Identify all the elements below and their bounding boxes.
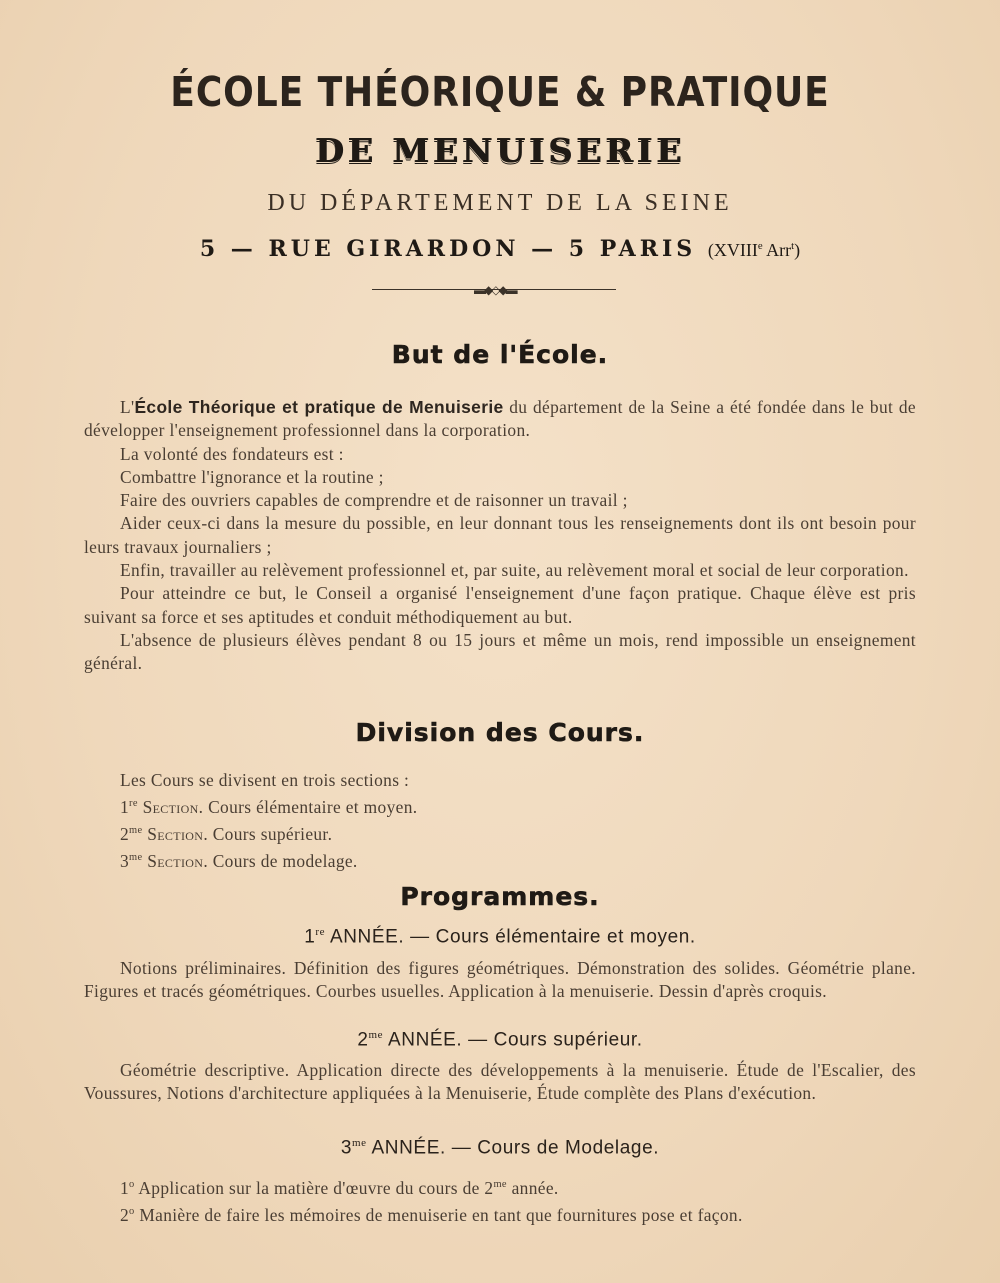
division-section-2 bbox=[84, 819, 916, 846]
year-1-text: Notions préliminaires. Définition des figures géométriques. Démonstration des solides. Géométrie plane. Figures et tracés géométriques. Courbes usuelles. Application à la menuiserie. Dessin d'après croquis. bbox=[84, 958, 916, 1002]
division-intro: Les Cours se divisent en trois sections : bbox=[120, 770, 410, 790]
section-num: 2 bbox=[120, 824, 130, 845]
but-p6: Enfin, travailler au relèvement professionnel et, par suite, au relèvement moral et social de leur corporation. bbox=[120, 560, 909, 581]
year-3-heading bbox=[0, 1137, 1000, 1159]
arrondissement-mid: Arr bbox=[762, 240, 792, 260]
section-label: Section. bbox=[142, 797, 204, 818]
section-title-division: Division des Cours. bbox=[355, 718, 645, 747]
but-intro-pre: L' bbox=[120, 397, 135, 417]
year-num: 2 bbox=[357, 1029, 369, 1051]
arrondissement-end: ) bbox=[794, 240, 801, 260]
year-num: 1 bbox=[304, 926, 316, 948]
section-text: Cours élémentaire et moyen. bbox=[208, 797, 418, 818]
section-text: Cours supérieur. bbox=[212, 824, 333, 845]
year-sup: me bbox=[368, 1029, 384, 1041]
division-body bbox=[84, 769, 916, 874]
item-num: 1 bbox=[120, 1177, 130, 1198]
year-heading-text: ANNÉE. — Cours élémentaire et moyen. bbox=[329, 926, 696, 948]
school-title: ÉCOLE THÉORIQUE & PRATIQUE bbox=[170, 68, 830, 116]
but-intro bbox=[84, 396, 916, 443]
year-2-text: Géométrie descriptive. Application directe des développements à la menuiserie. Étude de l'Escalier, des Voussures, Notions d'architecture appliquées à la Menuiserie, Étude complète des Plans d'exécution. bbox=[84, 1060, 916, 1104]
section-num: 1 bbox=[120, 797, 130, 818]
item-text: Application sur la matière d'œuvre du cours de 2 bbox=[134, 1177, 494, 1198]
but-p3: Combattre l'ignorance et la routine ; bbox=[120, 466, 384, 487]
but-p2: La volonté des fondateurs est : bbox=[120, 443, 344, 464]
year-1-body bbox=[84, 957, 916, 1004]
arrondissement-sup2: t bbox=[791, 240, 795, 252]
year-2-heading bbox=[0, 1029, 1000, 1051]
but-p5: Aider ceux-ci dans la mesure du possible, en leur donnant tous les renseignements dont ils ont besoin pour leurs travaux journaliers ; bbox=[84, 513, 916, 557]
divider-ornament-icon: ▬◆◇◆▬ bbox=[474, 283, 516, 297]
section-title-programmes: Programmes. bbox=[400, 882, 600, 911]
year-3-item-1 bbox=[84, 1173, 916, 1200]
address-text: 5 — RUE GIRARDON — 5 PARIS bbox=[199, 236, 697, 262]
year-3-item-2 bbox=[84, 1200, 916, 1227]
year-1-heading bbox=[0, 926, 1000, 948]
year-num: 3 bbox=[340, 1137, 353, 1159]
but-p7: Pour atteindre ce but, le Conseil a organisé l'enseignement d'une façon pratique. Chaque élève est pris suivant sa force et ses aptitudes et conduit méthodiquement au but. bbox=[84, 583, 916, 627]
department-line: DU DÉPARTEMENT DE LA SEINE bbox=[267, 190, 733, 216]
year-sup: re bbox=[315, 926, 326, 938]
item-num: 2 bbox=[120, 1204, 130, 1225]
arrondissement bbox=[708, 240, 800, 260]
year-heading-text: ANNÉE. — Cours de Modelage. bbox=[371, 1137, 660, 1159]
school-subtitle: DE MENUISERIE bbox=[314, 131, 686, 170]
division-section-3 bbox=[84, 846, 916, 873]
year-3-body bbox=[84, 1173, 916, 1227]
but-intro-bold: École Théorique et pratique de Menuiserie bbox=[134, 397, 504, 417]
address-line bbox=[0, 236, 1000, 262]
section-sup: re bbox=[129, 798, 138, 810]
but-p8: L'absence de plusieurs élèves pendant 8 ou 15 jours et même un mois, rend impossible un enseignement général. bbox=[84, 629, 916, 674]
division-section-1 bbox=[84, 792, 916, 819]
arrondissement-sup1: e bbox=[757, 240, 763, 252]
item-sup: o bbox=[129, 1206, 135, 1218]
item-sup: o bbox=[129, 1179, 135, 1190]
section-num: 3 bbox=[120, 851, 130, 872]
year-heading-text: ANNÉE. — Cours supérieur. bbox=[387, 1029, 643, 1051]
section-sup: me bbox=[129, 852, 143, 864]
but-intro-post: du département de la Seine a été fondée dans le but de développer l'enseignement professionnel dans la corporation. bbox=[84, 397, 916, 441]
year-sup: me bbox=[352, 1137, 367, 1149]
item-sup2: me bbox=[493, 1179, 507, 1190]
arrondissement-main: (XVIII bbox=[707, 240, 758, 260]
year-2-body bbox=[84, 1059, 916, 1106]
section-title-but: But de l'École. bbox=[391, 340, 609, 369]
item-text-end: année. bbox=[506, 1177, 559, 1198]
but-p4: Faire des ouvriers capables de comprendre et de raisonner un travail ; bbox=[120, 490, 628, 511]
section-label: Section. bbox=[147, 851, 209, 872]
section-text: Cours de modelage. bbox=[212, 851, 358, 872]
section-sup: me bbox=[129, 825, 143, 837]
but-body bbox=[84, 396, 916, 676]
section-label: Section. bbox=[147, 824, 209, 845]
item-text: Manière de faire les mémoires de menuiserie en tant que fournitures pose et façon. bbox=[134, 1204, 743, 1225]
